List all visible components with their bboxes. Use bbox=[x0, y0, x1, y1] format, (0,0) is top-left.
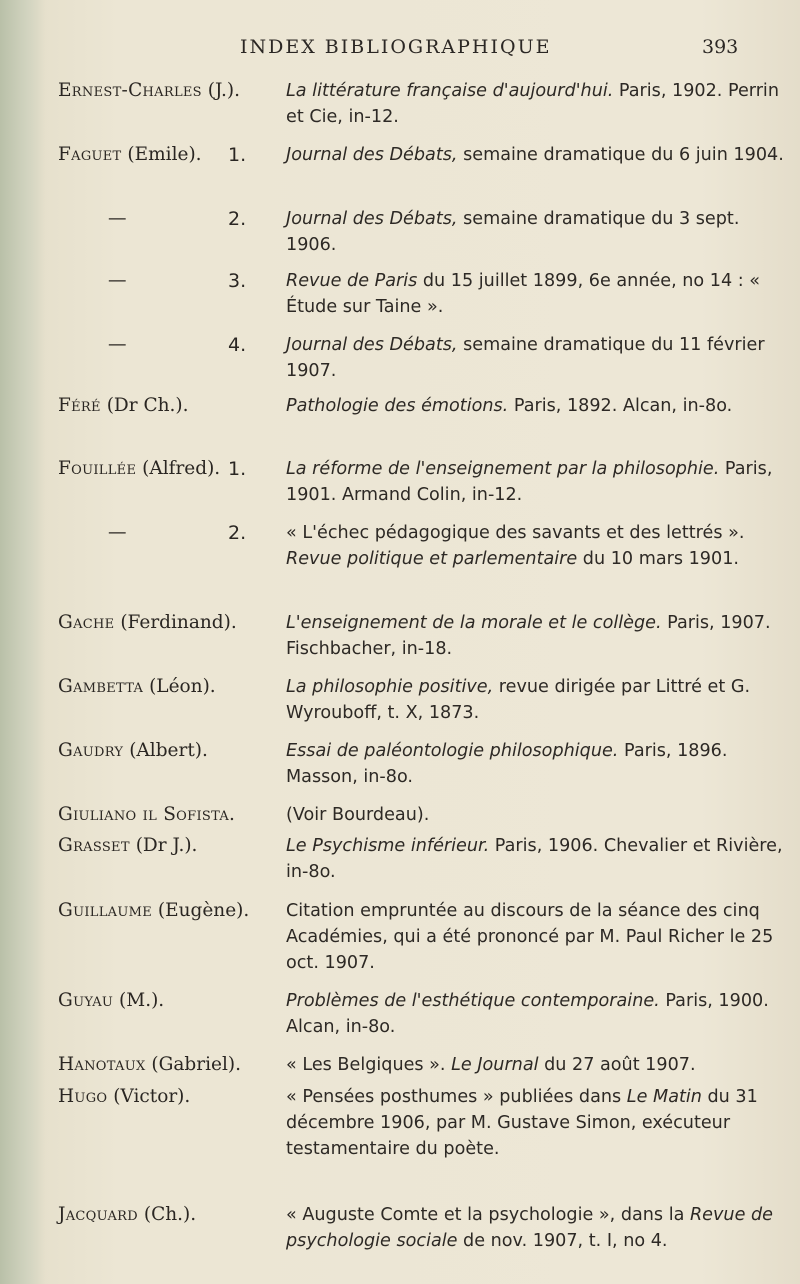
author-ditto: — bbox=[108, 334, 127, 355]
reference-text bbox=[286, 1052, 784, 1078]
author-initials: (Ch.). bbox=[137, 1204, 197, 1225]
reference-text bbox=[286, 610, 784, 662]
reference-quote: « Auguste Comte et la psychologie », dans la bbox=[286, 1205, 690, 1225]
author-name: Féré bbox=[58, 395, 101, 416]
author-name: Guyau bbox=[58, 990, 114, 1011]
reference-title: Essai de paléontologie philosophique. bbox=[286, 741, 619, 761]
author-name: Giuliano il Sofista. bbox=[58, 804, 236, 825]
reference-text bbox=[286, 142, 784, 168]
author-name: Grasset bbox=[58, 835, 130, 856]
entry-number: 3. bbox=[228, 270, 247, 292]
author-initials: (Eugène). bbox=[151, 900, 250, 921]
reference-title: La réforme de l'enseignement par la philosophie. bbox=[286, 459, 720, 479]
author-initials: (Emile). bbox=[121, 144, 202, 165]
author-initials: (Albert). bbox=[123, 740, 208, 761]
reference-details: semaine dramatique du 3 sept. 1906. bbox=[286, 209, 740, 255]
reference-quote: « Les Belgiques ». bbox=[286, 1055, 452, 1075]
reference-details: Paris, 1892. Alcan, in-8o. bbox=[508, 396, 733, 416]
entry-number: 1. bbox=[228, 458, 247, 480]
reference-details: du 27 août 1907. bbox=[538, 1055, 696, 1075]
reference-text bbox=[286, 674, 784, 726]
reference-text bbox=[286, 988, 784, 1040]
reference-title: La littérature française d'aujourd'hui. bbox=[286, 81, 614, 101]
reference-details: revue dirigée par Littré et G. Wyrouboff, t. X, 1873. bbox=[286, 677, 751, 723]
reference-title: Journal des Débats, bbox=[286, 209, 458, 229]
reference-title: Le Matin bbox=[626, 1087, 702, 1107]
reference-title: Pathologie des émotions. bbox=[286, 396, 509, 416]
reference-details: Paris, 1906. Chevalier et Rivière, in-8o. bbox=[286, 836, 783, 882]
reference-text bbox=[286, 833, 784, 885]
reference-details: de nov. 1907, t. I, no 4. bbox=[457, 1231, 668, 1251]
reference-text bbox=[286, 393, 784, 419]
author-initials: (Alfred). bbox=[136, 458, 221, 479]
reference-title: Revue de psychologie sociale bbox=[286, 1205, 773, 1251]
reference-text bbox=[286, 268, 784, 320]
reference-title: Le Journal bbox=[451, 1055, 539, 1075]
entry-number: 1. bbox=[228, 144, 247, 166]
running-title: INDEX BIBLIOGRAPHIQUE bbox=[240, 36, 552, 58]
reference-title: La philosophie positive, bbox=[286, 677, 494, 697]
reference-text bbox=[286, 738, 784, 790]
author-name: Guillaume bbox=[58, 900, 152, 921]
author-initials: (J.). bbox=[201, 80, 240, 101]
author-initials: (Dr J.). bbox=[129, 835, 198, 856]
entry-number: 2. bbox=[228, 522, 247, 544]
author-ditto: — bbox=[108, 270, 127, 291]
reference-text bbox=[286, 520, 784, 572]
reference-text bbox=[286, 78, 784, 130]
author-initials: (Léon). bbox=[143, 676, 216, 697]
entry-number: 2. bbox=[228, 208, 247, 230]
reference-details: Paris, 1900. Alcan, in-8o. bbox=[286, 991, 769, 1037]
reference-title: L'enseignement de la morale et le collège. bbox=[286, 613, 662, 633]
author-name: Ernest-Charles bbox=[58, 80, 202, 101]
entry-number: 4. bbox=[228, 334, 247, 356]
reference-text bbox=[286, 332, 784, 384]
page-gutter-shadow bbox=[0, 0, 46, 1284]
reference-quote: Citation empruntée au discours de la séance des cinq Académies, qui a été prononcé par M. Paul Richer le 25 oct. 1907. bbox=[286, 901, 774, 973]
reference-title: Revue de Paris bbox=[286, 271, 418, 291]
author-name: Faguet bbox=[58, 144, 122, 165]
reference-details: Paris, 1896. Masson, in-8o. bbox=[286, 741, 728, 787]
author-name: Hugo bbox=[58, 1086, 108, 1107]
reference-text bbox=[286, 1084, 784, 1162]
author-name: Jacquard bbox=[58, 1204, 138, 1225]
reference-title: Problèmes de l'esthétique contemporaine. bbox=[286, 991, 660, 1011]
author-name: Fouillée bbox=[58, 458, 137, 479]
author-name: Hanotaux bbox=[58, 1054, 146, 1075]
reference-title: Le Psychisme inférieur. bbox=[286, 836, 490, 856]
reference-text bbox=[286, 802, 784, 828]
reference-details: du 31 décembre 1906, par M. Gustave Simon, exécuteur testamentaire du poète. bbox=[286, 1087, 758, 1159]
author-initials: (Gabriel). bbox=[145, 1054, 241, 1075]
reference-details: du 10 mars 1901. bbox=[577, 549, 739, 569]
author-name: Gache bbox=[58, 612, 115, 633]
reference-text bbox=[286, 456, 784, 508]
author-initials: (M.). bbox=[113, 990, 165, 1011]
page-header bbox=[0, 36, 800, 76]
author-name: Gaudry bbox=[58, 740, 124, 761]
reference-details: du 15 juillet 1899, 6e année, no 14 : « Étude sur Taine ». bbox=[286, 271, 761, 317]
author-initials: (Dr Ch.). bbox=[100, 395, 189, 416]
reference-text bbox=[286, 1202, 784, 1254]
author-ditto: — bbox=[108, 522, 127, 543]
reference-title: Revue politique et parlementaire bbox=[286, 549, 578, 569]
reference-details: Paris, 1901. Armand Colin, in-12. bbox=[286, 459, 773, 505]
author-initials: (Victor). bbox=[107, 1086, 191, 1107]
reference-details: semaine dramatique du 6 juin 1904. bbox=[457, 145, 784, 165]
reference-details: Paris, 1902. Perrin et Cie, in-12. bbox=[286, 81, 779, 127]
reference-quote: « Pensées posthumes » publiées dans bbox=[286, 1087, 627, 1107]
page-number: 393 bbox=[702, 36, 739, 58]
reference-text bbox=[286, 206, 784, 258]
reference-see-also: (Voir Bourdeau). bbox=[286, 805, 430, 825]
author-name: Gambetta bbox=[58, 676, 144, 697]
author-ditto: — bbox=[108, 208, 127, 229]
author-initials: (Ferdinand). bbox=[114, 612, 237, 633]
reference-quote: « L'échec pédagogique des savants et des lettrés ». bbox=[286, 523, 745, 543]
reference-details: Paris, 1907. Fischbacher, in-18. bbox=[286, 613, 771, 659]
reference-title: Journal des Débats, bbox=[286, 335, 458, 355]
reference-text bbox=[286, 898, 784, 976]
reference-details: semaine dramatique du 11 février 1907. bbox=[286, 335, 765, 381]
reference-title: Journal des Débats, bbox=[286, 145, 458, 165]
